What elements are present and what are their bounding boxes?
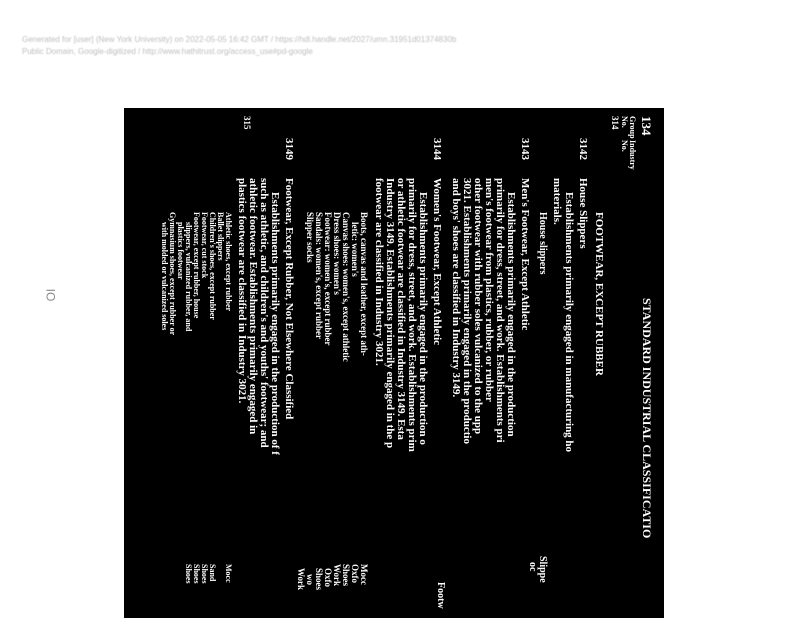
index-item: Children's shoes, except rubber <box>208 212 217 320</box>
industry-text-line: athletic footwear. Establishments primarily engaged in <box>247 178 259 435</box>
industry-title: House Slippers <box>577 178 589 249</box>
index-item-right: Footw <box>435 582 446 609</box>
index-item: Footwear: women's, except rubber <box>323 212 333 346</box>
industry-text-line: men's footwear from plastics, rubber, or rubber <box>483 178 495 402</box>
industry-text-line: primarily for dress, street, and work. Establishments pri <box>494 178 506 443</box>
industry-title: Men's Footwear, Except Athletic <box>519 178 531 331</box>
column-header-line: Group <box>628 116 637 139</box>
page-header-note <box>22 34 582 58</box>
industry-code: 3144 <box>431 138 443 160</box>
index-item-right: Shoes <box>314 568 324 591</box>
industry-text-line: other footwear with rubber soles vulcanized to the upp <box>472 178 484 435</box>
index-item-right: Work <box>332 564 342 587</box>
industry-code: 3143 <box>519 138 531 160</box>
index-item-right: Mocc <box>224 564 233 583</box>
industry-title: Footwear, Except Rubber, Not Elsewhere Classified <box>283 178 295 420</box>
column-header-line: No. <box>620 140 629 152</box>
index-item-right: Mocc <box>359 564 369 585</box>
industry-text-line: Establishments primarily engaged in the production <box>505 192 517 437</box>
scanned-page <box>124 108 664 618</box>
industry-title: Women's Footwear, Except Athletic <box>431 178 443 346</box>
index-item: Dress shoes: women's <box>332 212 342 295</box>
page-content <box>124 108 664 618</box>
index-item: House slippers <box>537 212 548 275</box>
industry-text-line: and boys' shoes are classified in Industry 3149. <box>450 178 462 398</box>
group-title: FOOTWEAR, EXCEPT RUBBER <box>593 212 605 376</box>
index-item-right: wo <box>305 574 315 585</box>
index-item-right: Shoes <box>184 564 193 584</box>
index-item: plastics footwear <box>176 222 185 280</box>
industry-text-line: Establishments primarily engaged in the production o <box>417 192 429 445</box>
index-item: Athletic shoes, except rubber <box>224 212 233 312</box>
column-header-line: No. <box>620 116 629 128</box>
group-code: 314 <box>610 116 620 130</box>
industry-text-line: primarily for dress, street, and work. Establishments prim <box>406 178 418 452</box>
industry-code: 3149 <box>283 138 295 160</box>
index-item-right: Sand <box>208 564 217 582</box>
margin-mark: IO <box>43 288 58 302</box>
index-item-right: Oxfo <box>323 568 333 587</box>
index-item-right: Shoes <box>192 564 201 584</box>
index-item: Sandals: women's, except rubber <box>314 212 324 340</box>
industry-code: 3142 <box>577 138 589 160</box>
index-item-right: oc <box>527 562 538 572</box>
index-item: letic: women's <box>350 222 360 277</box>
group-code: 315 <box>242 116 252 130</box>
index-item-right: Shoes <box>200 564 209 584</box>
industry-text-line: plastics footwear are classified in Industry 3021. <box>236 178 248 404</box>
index-item-right: Oxfo <box>350 564 360 583</box>
index-item-right: Work <box>296 568 306 591</box>
index-item: Footwear, cut stock <box>200 212 209 279</box>
industry-text-line: 3021. Establishments primarily engaged in the productio <box>461 178 473 444</box>
index-item-right: Slippe <box>537 556 548 583</box>
industry-text-line: or athletic footwear are classified in Industry 3149. Esta <box>395 178 407 440</box>
industry-text-line: such as athletic, and children's and youths' footwear; and <box>258 178 270 448</box>
running-title: STANDARD INDUSTRIAL CLASSIFICATIO <box>640 298 654 539</box>
index-item: Boots, canvas and leather, except ath- <box>359 212 369 356</box>
industry-text-line: Industry 3149. Establishments primarily engaged in the p <box>384 178 396 449</box>
index-item: Gymnasium shoes, except rubber or <box>168 212 177 336</box>
index-item: Canvas shoes: women's, except athletic <box>341 212 351 362</box>
industry-text-line: Establishments primarily engaged in the production of f <box>269 192 281 455</box>
header-note-line: Public Domain, Google-digitized / http://www.hathitrust.org/access_use#pd-google <box>22 47 313 56</box>
industry-text-line: Establishments primarily engaged in manufacturing ho <box>563 192 575 453</box>
index-item: slippers, vulcanized rubber, and <box>184 222 193 332</box>
page-number: 134 <box>639 116 654 136</box>
index-item: with molded or vulcanized soles <box>160 222 169 331</box>
column-header-line: Industry <box>628 140 637 170</box>
index-item: Slipper socks <box>305 212 315 263</box>
industry-text-line: materials. <box>551 178 563 225</box>
header-note-line: Generated for [user] (New York University) on 2022-05-05 16:42 GMT / https://hdl.handle.net/2027/umn.31951d01374830b <box>22 35 457 44</box>
index-item: Footwear, except rubber, house <box>192 212 201 319</box>
industry-text-line: footwear are classified in Industry 3021. <box>373 178 385 366</box>
index-item: Ballet slippers <box>216 212 225 261</box>
index-item-right: Shoes <box>341 564 351 587</box>
